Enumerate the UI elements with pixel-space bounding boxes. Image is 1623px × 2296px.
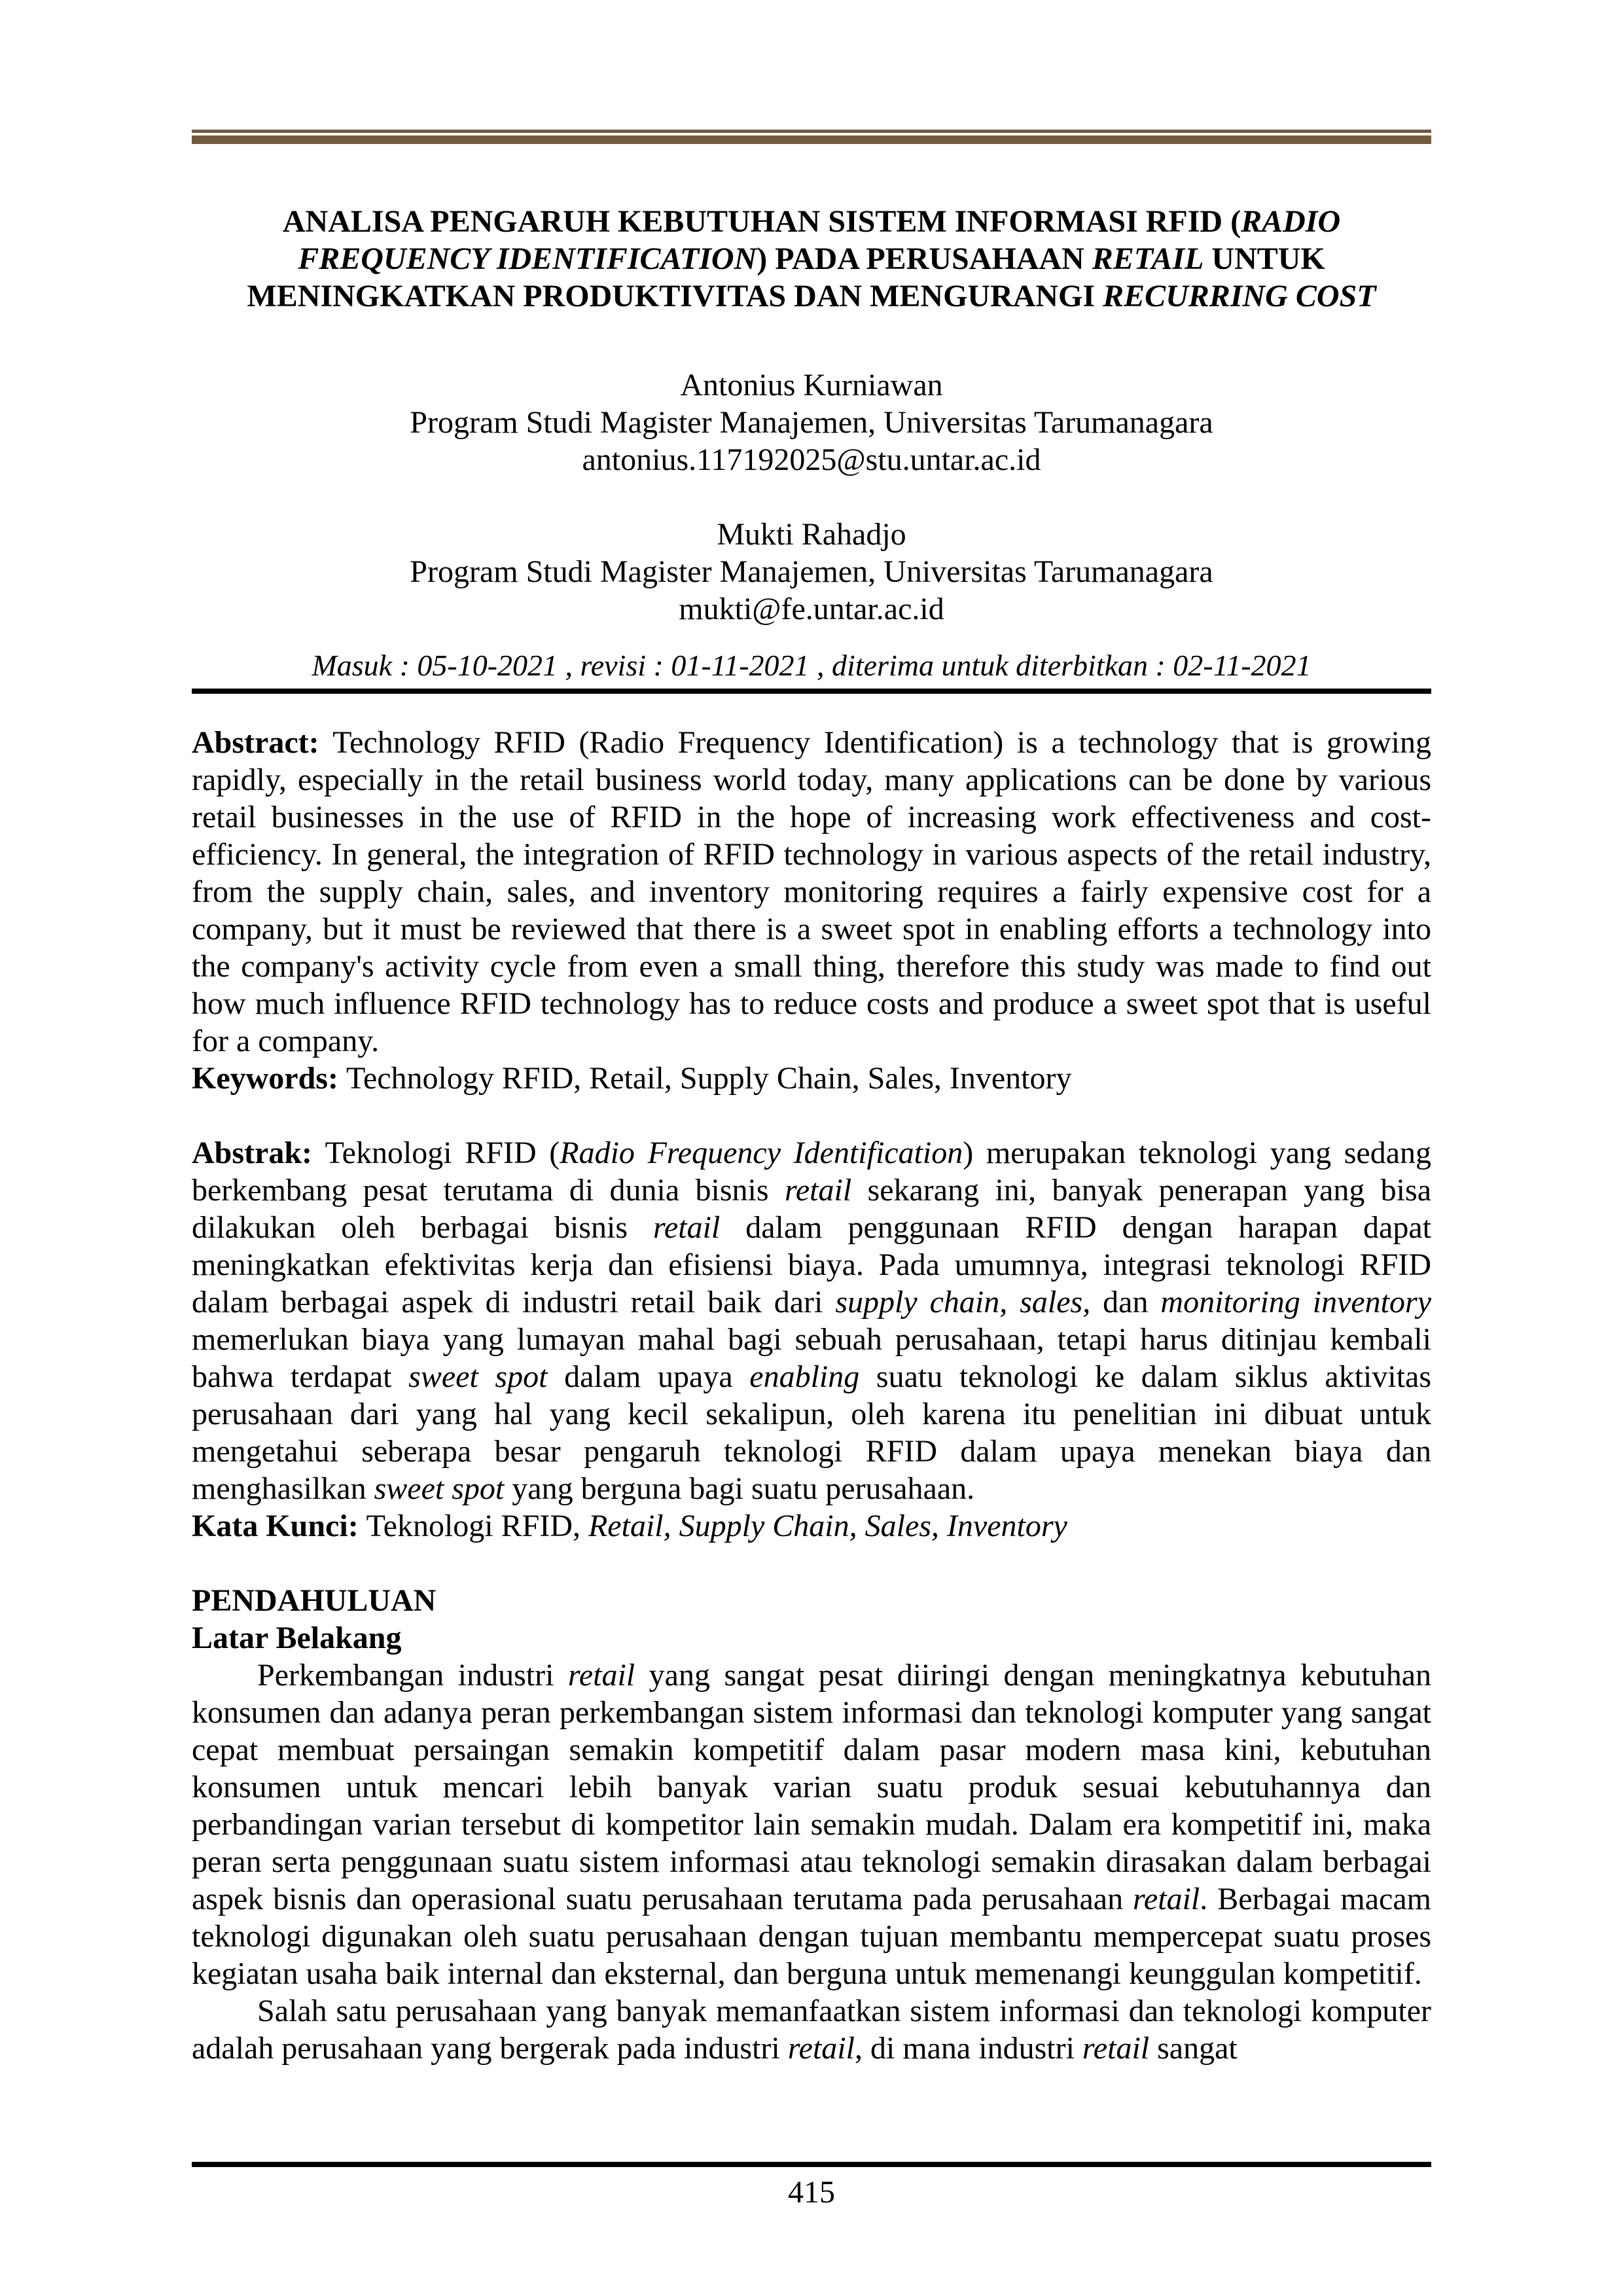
- author-block-2: [192, 516, 1431, 628]
- author-name: Mukti Rahadjo: [717, 517, 906, 552]
- author-name: Antonius Kurniawan: [680, 368, 943, 403]
- abstract-english: Abstract: Technology RFID (Radio Frequency Identification) is a technology that is growing rapidly, especially in the retail business world today, many applications can be done by various retail businesses in the use of RFID in the hope of increasing work effectiveness and cost-efficiency. In general, the integration of RFID technology in various aspects of the retail industry, from the supply chain, sales, and inventory monitoring requires a fairly expensive cost for a company, but it must be reviewed that there is a sweet spot in enabling efforts a technology into the company's activity cycle from even a small thing, therefore this study was made to find out how much influence RFID technology has to reduce costs and produce a sweet spot that is useful for a company.: [192, 725, 1431, 1058]
- paragraph-2: Salah satu perusahaan yang banyak memanfaatkan sistem informasi dan teknologi komputer adalah perusahaan yang bergerak pada industri retail, di mana industri retail sangat: [192, 1994, 1431, 2066]
- page-number: 415: [788, 2175, 835, 2210]
- header-rule-thick: [192, 135, 1431, 144]
- submission-dates: Masuk : 05-10-2021 , revisi : 01-11-2021 , diterima untuk diterbitkan : 02-11-2021: [312, 649, 1311, 682]
- header-rule-thin: [192, 130, 1431, 133]
- section-heading-pendahuluan: PENDAHULUAN: [192, 1583, 437, 1618]
- article-title-line-2: FREQUENCY IDENTIFICATION) PADA PERUSAHAAN RETAIL UNTUK: [298, 242, 1325, 276]
- page-content: [192, 0, 1431, 2067]
- keywords-indonesian: Kata Kunci: Teknologi RFID, Retail, Supply Chain, Sales, Inventory: [192, 1509, 1067, 1543]
- header-separator-rule: [192, 689, 1431, 694]
- section-subheading-latar-belakang: Latar Belakang: [192, 1621, 402, 1655]
- author-email: mukti@fe.untar.ac.id: [679, 592, 944, 626]
- article-title-line-3: MENINGKATKAN PRODUKTIVITAS DAN MENGURANGI RECURRING COST: [247, 279, 1376, 314]
- article-title-line-1: ANALISA PENGARUH KEBUTUHAN SISTEM INFORMASI RFID (RADIO: [282, 204, 1341, 239]
- author-block-1: [192, 367, 1431, 478]
- author-affiliation: Program Studi Magister Manajemen, Universitas Tarumanagara: [410, 405, 1213, 440]
- keywords-english: Keywords: Technology RFID, Retail, Supply Chain, Sales, Inventory: [192, 1061, 1072, 1096]
- page-footer: [192, 2162, 1431, 2211]
- author-affiliation: Program Studi Magister Manajemen, Universitas Tarumanagara: [410, 554, 1213, 589]
- author-email: antonius.117192025@stu.untar.ac.id: [582, 442, 1041, 477]
- article-title: [192, 203, 1431, 315]
- paragraph-1: Perkembangan industri retail yang sangat pesat diiringi dengan meningkatnya kebutuhan konsumen dan adanya peran perkembangan sistem informasi dan teknologi komputer yang sangat cepat membuat persaingan semakin kompetitif dalam pasar modern masa kini, kebutuhan konsumen untuk mencari lebih banyak varian suatu produk sesuai kebutuhannya dan perbandingan varian tersebut di kompetitor lain semakin mudah. Dalam era kompetitif ini, maka peran serta penggunaan suatu sistem informasi atau teknologi semakin dirasakan dalam berbagai aspek bisnis dan operasional suatu perusahaan terutama pada perusahaan retail. Berbagai macam teknologi digunakan oleh suatu perusahaan dengan tujuan membantu mempercepat suatu proses kegiatan usaha baik internal dan eksternal, dan berguna untuk memenangi keunggulan kompetitif.: [192, 1658, 1432, 1991]
- abstract-indonesian: Abstrak: Teknologi RFID (Radio Frequency Identification) merupakan teknologi yang sedang berkembang pesat terutama di dunia bisnis retail sekarang ini, banyak penerapan yang bisa dilakukan oleh berbagai bisnis retail dalam penggunaan RFID dengan harapan dapat meningkatkan efektivitas kerja dan efisiensi biaya. Pada umumnya, integrasi teknologi RFID dalam berbagai aspek di industri retail baik dari supply chain, sales, dan monitoring inventory memerlukan biaya yang lumayan mahal bagi sebuah perusahaan, tetapi harus ditinjau kembali bahwa terdapat sweet spot dalam upaya enabling suatu teknologi ke dalam siklus aktivitas perusahaan dari yang hal yang kecil sekalipun, oleh karena itu penelitian ini dibuat untuk mengetahui seberapa besar pengaruh teknologi RFID dalam upaya menekan biaya dan menghasilkan sweet spot yang berguna bagi suatu perusahaan.: [192, 1136, 1432, 1506]
- footer-rule: [192, 2162, 1431, 2167]
